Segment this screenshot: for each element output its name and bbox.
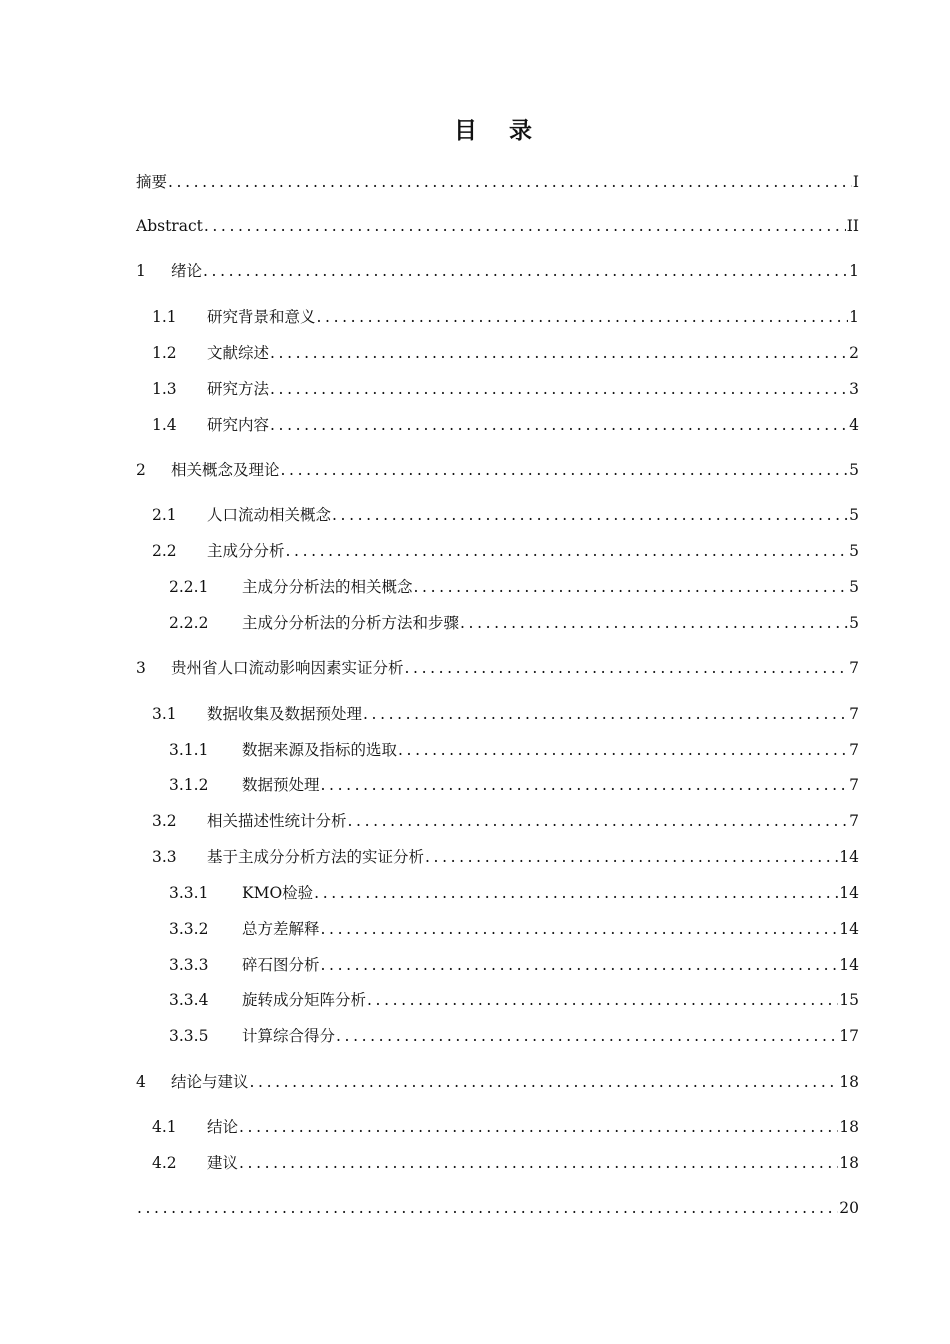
toc-entry-number: 3.1 <box>152 705 177 723</box>
toc-leader-dots <box>348 810 849 832</box>
toc-entry-page: 7 <box>849 705 859 723</box>
toc-entry-subsection-2-2-1[interactable] <box>169 576 859 598</box>
toc-entry-number: 3.3.2 <box>169 920 209 938</box>
toc-leader-dots <box>204 215 846 237</box>
toc-entry-number: 2.2.1 <box>169 578 209 596</box>
toc-entry-number: 1.2 <box>152 344 177 362</box>
toc-entry-page: 1 <box>849 308 859 326</box>
toc-entry-number: 3.3 <box>152 848 177 866</box>
toc-entry-abstract-en[interactable] <box>136 215 859 237</box>
toc-entry-references[interactable] <box>136 1197 859 1219</box>
toc-entry-chapter-3[interactable] <box>136 657 859 679</box>
toc-entry-text: 建议 <box>207 1154 239 1172</box>
toc-entry-page: 7 <box>849 659 859 677</box>
toc-entry-abstract-cn[interactable] <box>136 171 859 193</box>
toc-entry-page: 20 <box>839 1199 859 1217</box>
toc-entry-subsection-3-3-3[interactable] <box>169 954 859 976</box>
toc-entry-subsection-3-3-4[interactable] <box>169 989 859 1011</box>
toc-entry-page: 7 <box>849 776 859 794</box>
toc-leader-dots <box>270 378 848 400</box>
toc-entry-text: 基于主成分分析方法的实证分析 <box>207 848 425 866</box>
toc-leader-dots <box>336 1025 838 1047</box>
toc-entry-page: 2 <box>849 344 859 362</box>
toc-entry-page: 3 <box>849 380 859 398</box>
toc-entry-number: 3 <box>136 659 146 677</box>
toc-leader-dots <box>168 171 852 193</box>
toc-entry-text: 结论 <box>207 1118 239 1136</box>
toc-entry-page: 4 <box>849 416 859 434</box>
toc-entry-page: II <box>846 217 859 235</box>
toc-entry-subsection-3-3-1[interactable] <box>169 882 859 904</box>
page-title: 目 录 <box>453 118 544 144</box>
toc-entry-number: 4 <box>136 1073 146 1091</box>
toc-entry-section-1-1[interactable] <box>152 306 859 328</box>
toc-leader-dots <box>270 342 848 364</box>
toc-entry-number: 3.1.2 <box>169 776 209 794</box>
toc-leader-dots <box>321 954 839 976</box>
toc-entry-number: 2.1 <box>152 506 177 524</box>
toc-leader-dots <box>270 414 848 436</box>
toc-entry-subsection-3-3-2[interactable] <box>169 918 859 940</box>
toc-entry-text: 旋转成分矩阵分析 <box>242 991 367 1009</box>
toc-leader-dots <box>239 1152 838 1174</box>
toc-leader-dots <box>332 504 848 526</box>
toc-leader-dots <box>286 540 849 562</box>
toc-entry-number: 2.2 <box>152 542 177 560</box>
toc-entry-text: 数据来源及指标的选取 <box>242 741 398 759</box>
toc-entry-page: 7 <box>849 812 859 830</box>
toc-entry-section-3-1[interactable] <box>152 703 859 725</box>
toc-leader-dots <box>460 612 848 634</box>
toc-entry-page: 14 <box>839 920 859 938</box>
toc-entry-text: 主成分分析法的分析方法和步骤 <box>242 614 460 632</box>
toc-entry-subsection-3-1-2[interactable] <box>169 774 859 796</box>
toc-entry-text: Abstract <box>136 217 203 235</box>
toc-entry-page: 18 <box>839 1154 859 1172</box>
toc-entry-number: 3.3.5 <box>169 1027 209 1045</box>
toc-entry-text: 碎石图分析 <box>242 956 320 974</box>
toc-leader-dots <box>203 260 848 282</box>
toc-entry-number: 4.1 <box>152 1118 177 1136</box>
toc-entry-section-2-1[interactable] <box>152 504 859 526</box>
toc-entry-page: 1 <box>849 262 859 280</box>
toc-entry-section-1-3[interactable] <box>152 378 859 400</box>
toc-entry-section-1-2[interactable] <box>152 342 859 364</box>
toc-entry-subsection-3-3-5[interactable] <box>169 1025 859 1047</box>
toc-leader-dots <box>281 459 849 481</box>
toc-entry-page: 18 <box>839 1118 859 1136</box>
toc-entry-text: 主成分分析法的相关概念 <box>242 578 413 596</box>
toc-leader-dots <box>250 1071 839 1093</box>
toc-entry-text: 文献综述 <box>207 344 270 362</box>
toc-leader-dots <box>317 306 849 328</box>
toc-entry-text: 数据预处理 <box>242 776 320 794</box>
toc-entry-page: 5 <box>849 614 859 632</box>
toc-leader-dots <box>137 1197 838 1219</box>
toc-entry-number: 2 <box>136 461 146 479</box>
toc-entry-section-4-1[interactable] <box>152 1116 859 1138</box>
toc-entry-text: 总方差解释 <box>242 920 320 938</box>
toc-entry-text: 相关概念及理论 <box>171 461 280 479</box>
toc-entry-chapter-4[interactable] <box>136 1071 859 1093</box>
toc-entry-page: 14 <box>839 956 859 974</box>
toc-entry-page: 7 <box>849 741 859 759</box>
toc-entry-subsection-2-2-2[interactable] <box>169 612 859 634</box>
toc-entry-text: 摘要 <box>136 173 168 191</box>
toc-entry-page: I <box>852 173 859 191</box>
toc-entry-text: 数据收集及数据预处理 <box>207 705 363 723</box>
toc-entry-number: 1 <box>136 262 146 280</box>
toc-leader-dots <box>363 703 848 725</box>
toc-leader-dots <box>414 576 849 598</box>
toc-leader-dots <box>367 989 838 1011</box>
toc-entry-text: 研究内容 <box>207 416 270 434</box>
toc-entry-number: 3.2 <box>152 812 177 830</box>
toc-entry-section-3-3[interactable] <box>152 846 859 868</box>
toc-entry-text: 贵州省人口流动影响因素实证分析 <box>171 659 404 677</box>
toc-entry-section-2-2[interactable] <box>152 540 859 562</box>
toc-entry-page: 15 <box>839 991 859 1009</box>
toc-entry-section-4-2[interactable] <box>152 1152 859 1174</box>
toc-entry-chapter-1[interactable] <box>136 260 859 282</box>
toc-entry-page: 18 <box>839 1073 859 1091</box>
toc-entry-text: 绪论 <box>171 262 203 280</box>
toc-entry-section-1-4[interactable] <box>152 414 859 436</box>
toc-entry-number: 1.4 <box>152 416 177 434</box>
toc-entry-page: 5 <box>849 578 859 596</box>
toc-leader-dots <box>398 739 848 761</box>
toc-entry-text: 人口流动相关概念 <box>207 506 332 524</box>
toc-entry-chapter-2[interactable] <box>136 459 859 481</box>
toc-entry-page: 14 <box>839 848 859 866</box>
toc-entry-number: 3.3.1 <box>169 884 209 902</box>
toc-entry-number: 1.3 <box>152 380 177 398</box>
toc-entry-subsection-3-1-1[interactable] <box>169 739 859 761</box>
toc-entry-page: 14 <box>839 884 859 902</box>
toc-entry-text: 计算综合得分 <box>242 1027 336 1045</box>
toc-entry-number: 1.1 <box>152 308 177 326</box>
toc-entry-text: 结论与建议 <box>171 1073 249 1091</box>
toc-entry-number: 3.3.4 <box>169 991 209 1009</box>
toc-entry-page: 5 <box>849 542 859 560</box>
toc-leader-dots <box>239 1116 838 1138</box>
toc-entry-text: 相关描述性统计分析 <box>207 812 347 830</box>
toc-entry-number: 4.2 <box>152 1154 177 1172</box>
toc-leader-dots <box>321 918 839 940</box>
toc-entry-text: KMO检验 <box>242 884 314 902</box>
toc-entry-number: 2.2.2 <box>169 614 209 632</box>
toc-entry-text: 主成分分析 <box>207 542 285 560</box>
toc-entry-page: 5 <box>849 461 859 479</box>
toc-leader-dots <box>321 774 849 796</box>
toc-entry-number: 3.1.1 <box>169 741 209 759</box>
toc-entry-page: 5 <box>849 506 859 524</box>
toc-entry-text: 研究背景和意义 <box>207 308 316 326</box>
toc-leader-dots <box>314 882 838 904</box>
toc-entry-section-3-2[interactable] <box>152 810 859 832</box>
toc-entry-text: 研究方法 <box>207 380 270 398</box>
toc-leader-dots <box>405 657 849 679</box>
toc-leader-dots <box>425 846 838 868</box>
toc-entry-number: 3.3.3 <box>169 956 209 974</box>
toc-entry-page: 17 <box>839 1027 859 1045</box>
